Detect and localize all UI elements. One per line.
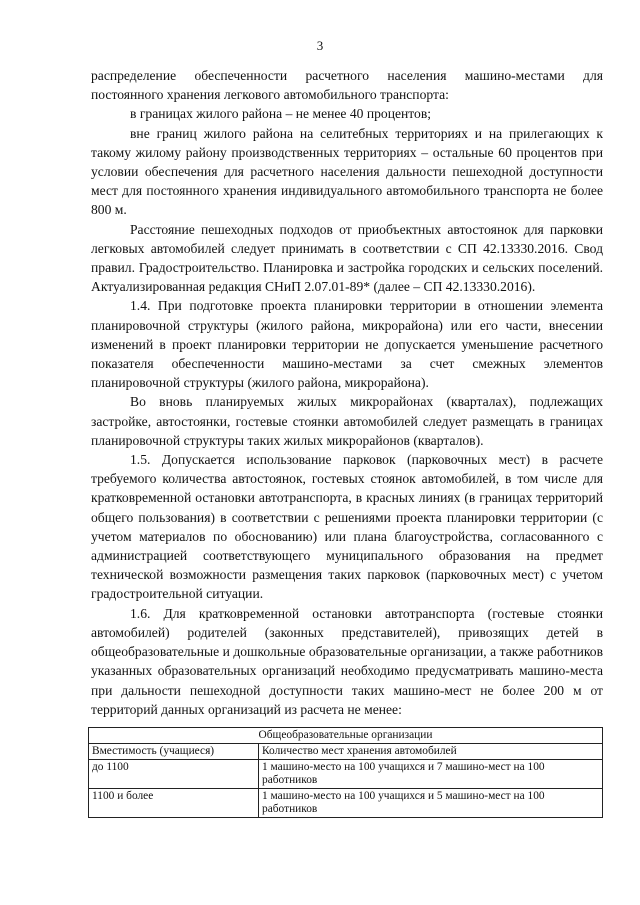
paragraph: вне границ жилого района на селитебных территориях и на прилегающих к такому жилому району производственных территориях – остальные 60 процентов при условии обеспечения для расчетного населения дальности пешеходной доступности мест для постоянного хранения индивидуального автомобильного транспорта не более 800 м. bbox=[91, 125, 603, 218]
table-caption: Общеобразовательные организации bbox=[89, 728, 603, 744]
column-header-parking-places: Количество мест хранения автомобилей bbox=[259, 744, 603, 760]
paragraph: 1.4. При подготовке проекта планировки территории в отношении элемента планировочной структуры (жилого района, микрорайона) или его части, внесении изменений в проект планировки территории не допускается уменьшение расчетного показателя обеспеченности машино-местами за счет смежных элементов планировочной структуры (жилого района, микрорайона). bbox=[91, 298, 603, 391]
table-cell: 1100 и более bbox=[89, 789, 259, 818]
parking-requirements-table bbox=[88, 727, 603, 818]
page-number: 3 bbox=[316, 38, 324, 53]
table-row bbox=[89, 760, 603, 789]
table-cell: 1 машино-место на 100 учащихся и 7 машино-мест на 100 работников bbox=[259, 760, 603, 789]
table-cell: 1 машино-место на 100 учащихся и 5 машино-мест на 100 работников bbox=[259, 789, 603, 818]
paragraph: Расстояние пешеходных подходов от приобъектных автостоянок для парковки легковых автомобилей следует принимать в соответствии с СП 42.13330.2016. Свод правил. Градостроительство. Планировка и застройка городских и сельских поселений. Актуализированная редакция СНиП 2.07.01-89* (далее – СП 42.13330.2016). bbox=[91, 221, 603, 295]
column-header-capacity: Вместимость (учащиеся) bbox=[89, 744, 259, 760]
paragraph: Во вновь планируемых жилых микрорайонах (кварталах), подлежащих застройке, автостоянки, гостевые стоянки автомобилей следует размещать в границах планировочной структуры таких жилых микрорайонов (кварталов). bbox=[91, 394, 603, 448]
document-body bbox=[91, 66, 603, 719]
table-cell: до 1100 bbox=[89, 760, 259, 789]
paragraph: 1.6. Для кратковременной остановки автотранспорта (гостевые стоянки автомобилей) родителей (законных представителей), привозящих детей в общеобразовательные и дошкольные образовательные организации, а также работников указанных образовательных организаций необходимо предусматривать машино-места при дальности пешеходной доступности таких машино-мест не более 200 м от территорий данных организаций из расчета не менее: bbox=[91, 605, 603, 717]
paragraph: 1.5. Допускается использование парковок (парковочных мест) в расчете требуемого количества автостоянок, гостевых стоянок автомобилей, в том числе для кратковременной остановки автотранспорта, в красных линиях (в границах территорий общего пользования) в соответствии с решениями проекта планировки территории (с учетом материалов по обоснованию) или плана благоустройства, согласованного с администрацией соответствующего муниципального образования на предмет технической возможности размещения таких парковок (парковочных мест) с учетом градостроительной ситуации. bbox=[91, 452, 603, 602]
table-row bbox=[89, 789, 603, 818]
paragraph: в границах жилого района – не менее 40 процентов; bbox=[130, 106, 432, 122]
table-caption-row bbox=[89, 728, 603, 744]
table-header-row bbox=[89, 744, 603, 760]
paragraph: распределение обеспеченности расчетного населения машино-местами для постоянного хранения легкового автомобильного транспорта: bbox=[91, 68, 603, 103]
